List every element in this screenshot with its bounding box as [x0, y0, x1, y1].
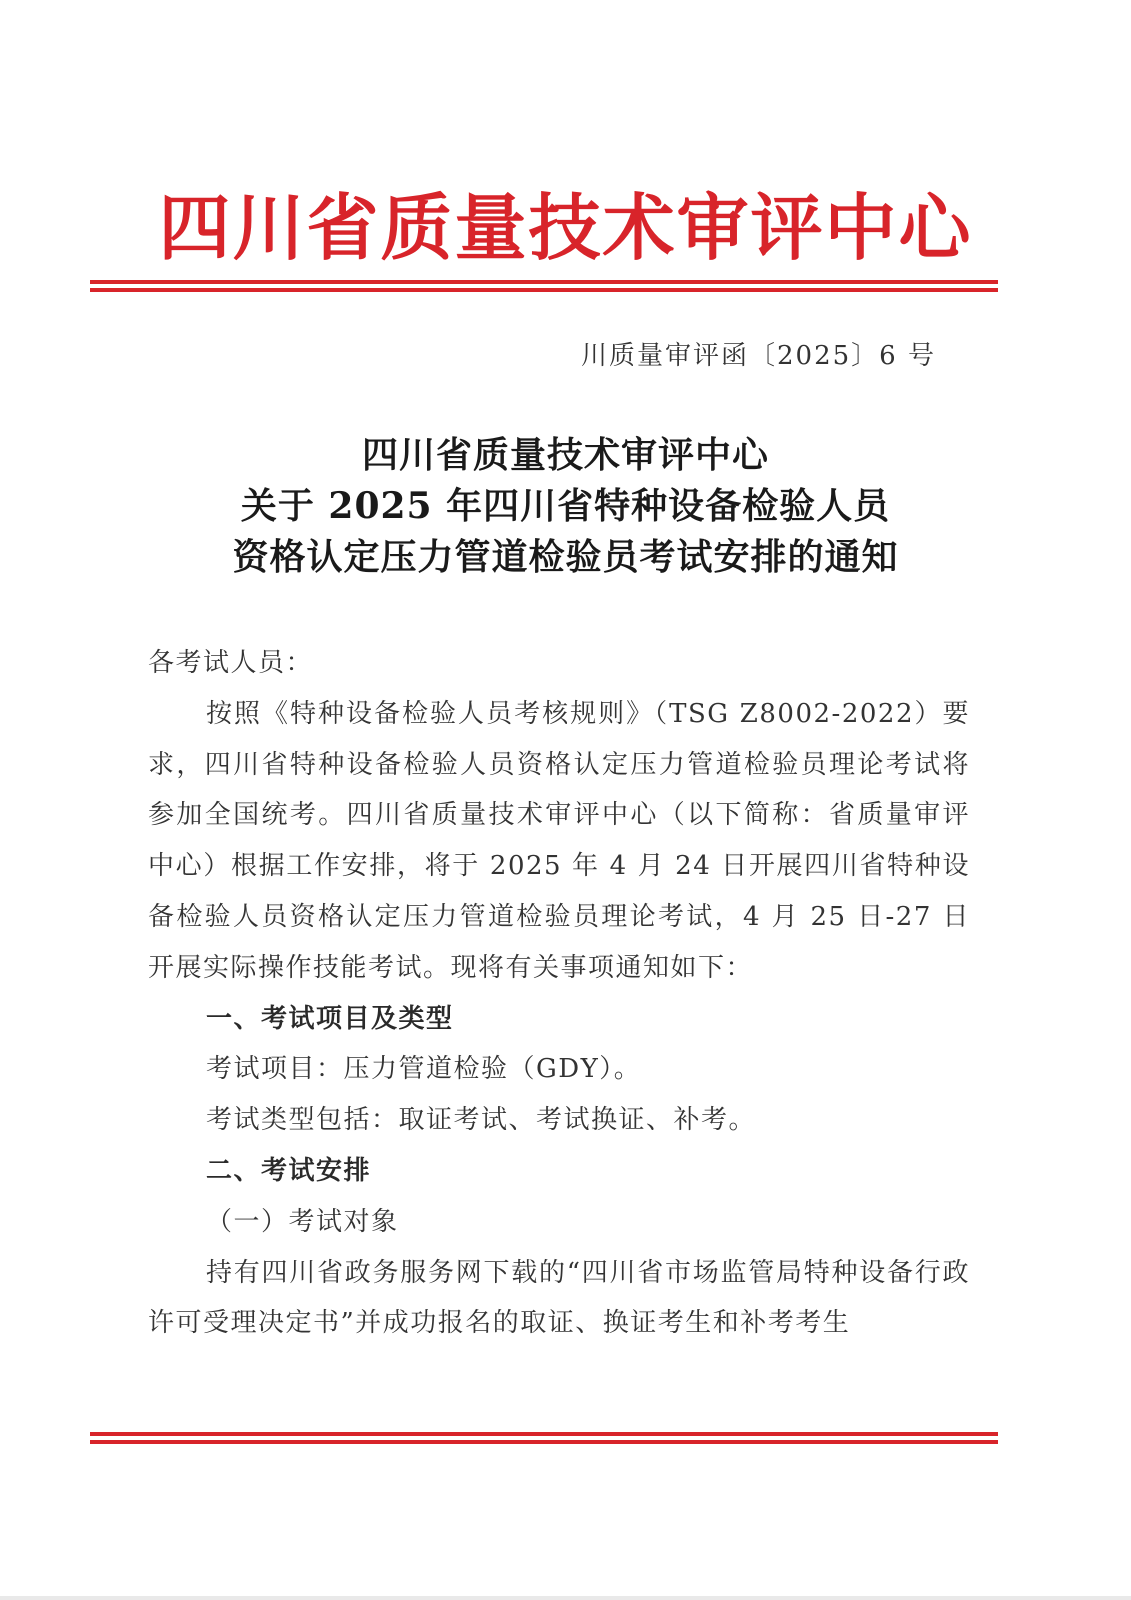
section-2-subheading-1: （一）考试对象 — [206, 1206, 399, 1237]
title-line-1: 四川省质量技术审评中心 — [361, 434, 769, 476]
org-header: 四川省质量技术审评中心 — [158, 186, 973, 270]
scan-edge — [0, 1596, 1131, 1600]
footer-rule-line-2 — [90, 1440, 998, 1444]
title-line-2: 关于 2025 年四川省特种设备检验人员 — [240, 485, 891, 527]
footer-red-rule — [90, 1432, 998, 1448]
document-number: 川质量审评函〔2025〕6 号 — [581, 341, 936, 371]
footer-rule-line-1 — [90, 1432, 998, 1436]
document-title — [0, 430, 1131, 583]
header-red-rule — [90, 280, 998, 296]
salutation: 各考试人员： — [148, 648, 314, 678]
section-1-exam-types: 考试类型包括：取证考试、考试换证、补考。 — [206, 1105, 757, 1136]
header-rule-line-2 — [90, 288, 998, 292]
title-line-3: 资格认定压力管道检验员考试安排的通知 — [232, 536, 899, 578]
section-1-exam-item: 考试项目：压力管道检验（GDY）。 — [206, 1054, 642, 1085]
intro-paragraph: 按照《特种设备检验人员考核规则》（TSG Z8002-2022）要求，四川省特种设备检验人员资格认定压力管道检验员理论考试将参加全国统考。四川省质量技术审评中心（以下简称：省质量审评中心）根据工作安排，将于 2025 年 4 月 24 日开展四川省特种设备检验人员资格认定压力管道检验员理论考试，4 月 25 日-27 日开展实际操作技能考试。现将有关事项通知如下： — [148, 698, 970, 983]
header-rule-line-1 — [90, 280, 998, 284]
document-body — [148, 638, 970, 1349]
section-1-heading: 一、考试项目及类型 — [206, 1003, 454, 1034]
section-2-heading: 二、考试安排 — [206, 1155, 372, 1186]
section-2-sub1-paragraph: 持有四川省政务服务网下载的“四川省市场监管局特种设备行政许可受理决定书”并成功报名的取证、换证考生和补考考生 — [148, 1257, 970, 1339]
